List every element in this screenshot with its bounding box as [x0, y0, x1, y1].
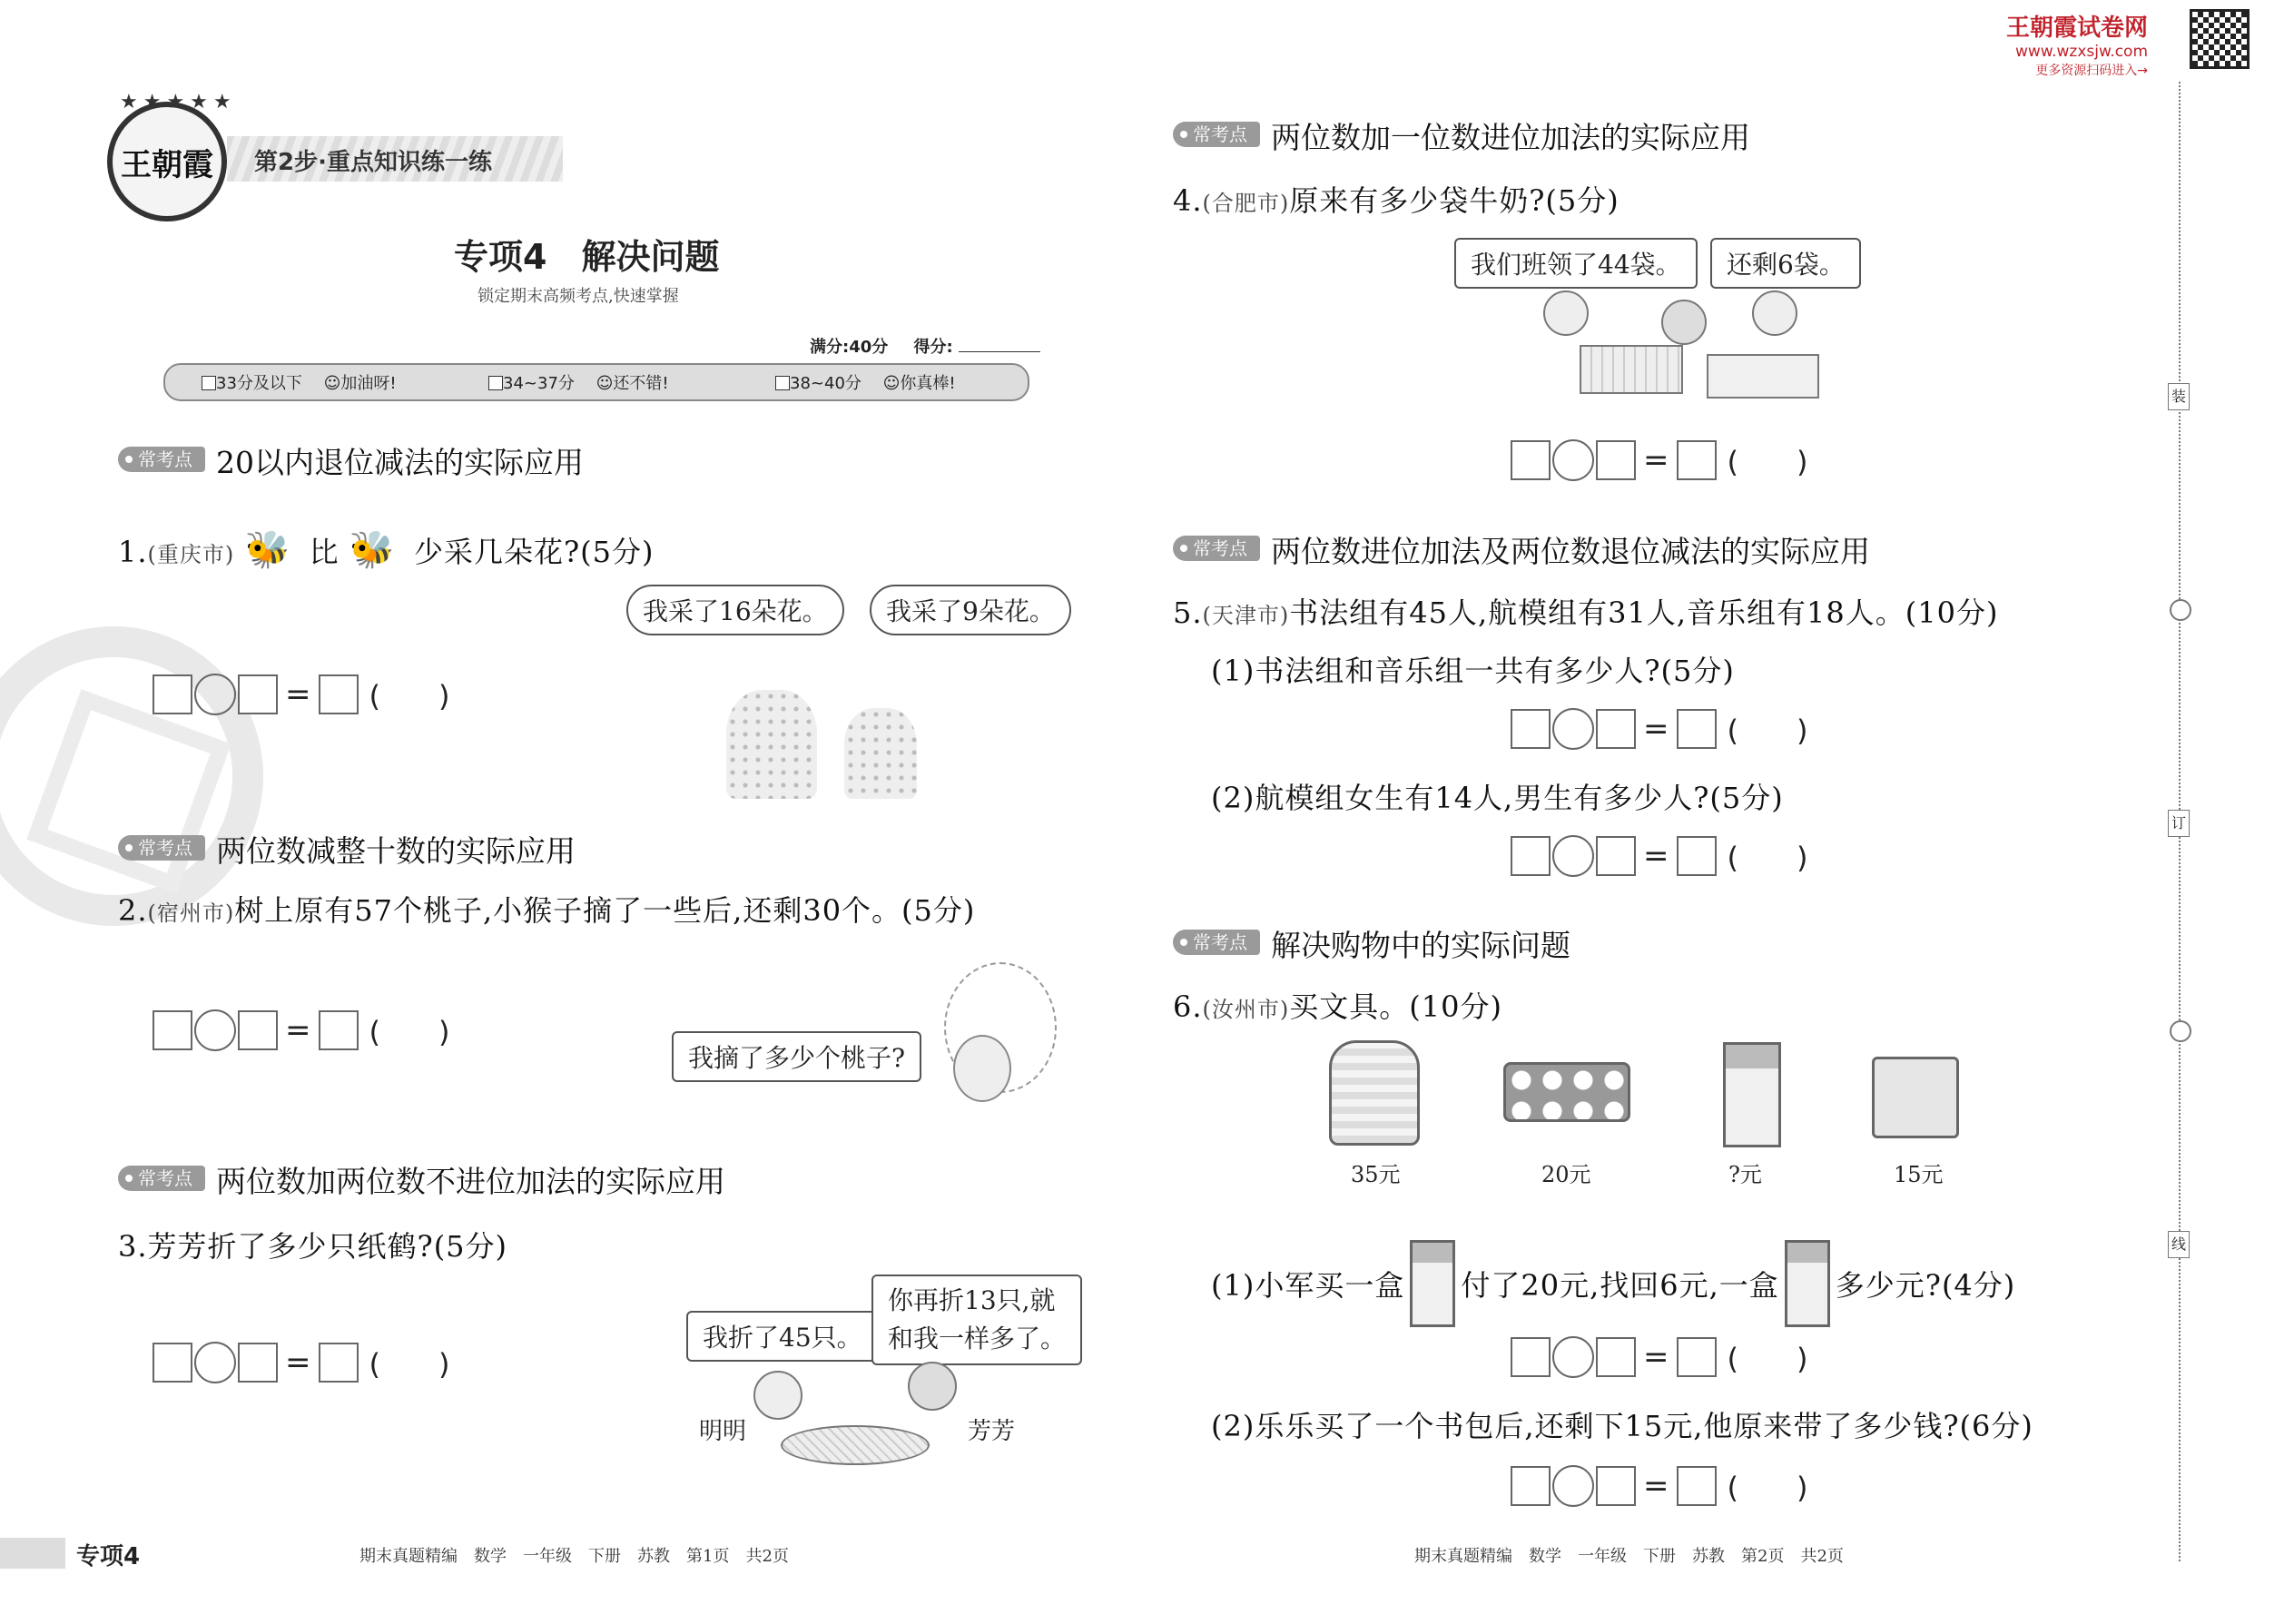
q-text-a: (1)小军买一盒: [1211, 1268, 1405, 1303]
answer-box[interactable]: [319, 1010, 359, 1050]
question-2: [118, 888, 975, 930]
unit-blank[interactable]: ( ): [1727, 714, 1808, 748]
equals-sign: =: [1643, 711, 1669, 747]
binding-mark-text: 订: [2171, 814, 2186, 832]
answer-box[interactable]: [238, 1010, 278, 1050]
answer-box[interactable]: [319, 674, 359, 714]
bee-icon: 🐝: [349, 529, 396, 571]
children-folding-cranes-illustration: [744, 1362, 962, 1480]
section-heading: 两位数加一位数进位加法的实际应用: [1271, 120, 1750, 155]
operator-circle[interactable]: [194, 674, 236, 715]
q-text: 树上原有57个桃子,小猴子摘了一些后,还剩30个。(5分): [234, 893, 976, 928]
key-point-tag: 常考点: [1173, 122, 1260, 147]
page-title: 专项4 解决问题: [454, 237, 720, 277]
answer-box[interactable]: [1596, 1466, 1636, 1506]
answer-box[interactable]: [319, 1343, 359, 1383]
answer-equation: [1511, 706, 1807, 752]
level-range: 33分及以下: [216, 374, 302, 393]
price-label: ?元: [1728, 1162, 1762, 1187]
section-heading: 两位数进位加法及两位数退位减法的实际应用: [1271, 534, 1870, 569]
operator-circle[interactable]: [1552, 708, 1594, 750]
level-comment: 还不错!: [613, 374, 669, 393]
speech-bubble: 我采了9朵花。: [870, 585, 1071, 635]
unit-blank[interactable]: ( ): [1727, 1342, 1808, 1376]
answer-box[interactable]: [1677, 1466, 1717, 1506]
marker-box-icon: [1410, 1240, 1455, 1327]
operator-circle[interactable]: [1552, 835, 1594, 877]
operator-circle[interactable]: [1552, 439, 1594, 481]
site-brand: [2006, 9, 2148, 79]
scissors-icon: [2170, 1020, 2191, 1042]
q-city: (宿州市): [147, 901, 235, 926]
marker-box-icon: [1785, 1240, 1830, 1327]
answer-equation: [153, 672, 449, 717]
monkey-tree-illustration: [926, 962, 1062, 1144]
binding-mark-text: 线: [2171, 1235, 2186, 1253]
equals-sign: =: [285, 1344, 311, 1381]
smile-icon: ☺: [323, 374, 341, 393]
q-city: (重庆市): [147, 542, 235, 567]
key-point-tag: 常考点: [1173, 536, 1260, 561]
question-3: 3.芳芳折了多少只纸鹤?(5分): [118, 1229, 508, 1264]
checkbox[interactable]: [775, 376, 790, 390]
answer-box[interactable]: [1511, 1466, 1551, 1506]
site-name: 王朝霞试卷网: [2006, 15, 2149, 42]
equals-sign: =: [1643, 1339, 1669, 1375]
speech-bubble: 我采了16朵花。: [626, 585, 844, 635]
backpack-icon: [1329, 1040, 1420, 1146]
section-heading: 解决购物中的实际问题: [1271, 928, 1570, 963]
step-banner: [227, 136, 563, 182]
site-url: www.wzxsjw.com: [2014, 43, 2149, 61]
price-label: 35元: [1351, 1162, 1401, 1187]
q-num: 5.: [1173, 595, 1203, 630]
unit-blank[interactable]: ( ): [369, 1347, 450, 1382]
scissors-icon: [2170, 599, 2191, 621]
footer-tab-bg: [0, 1538, 65, 1569]
key-point-tag: 常考点: [118, 447, 205, 472]
answer-box[interactable]: [1677, 1337, 1717, 1377]
answer-box[interactable]: [1677, 440, 1717, 480]
q-text-b: 付了20元,找回6元,一盒: [1461, 1268, 1779, 1303]
unit-blank[interactable]: ( ): [1727, 1471, 1808, 1505]
level-range: 34~37分: [503, 374, 575, 393]
q-city: (合肥市): [1202, 191, 1290, 216]
section-heading: 两位数减整十数的实际应用: [216, 833, 576, 869]
answer-equation: [1511, 1463, 1807, 1509]
site-hint: 更多资源扫码进入→: [2035, 64, 2149, 78]
unit-blank[interactable]: ( ): [1727, 841, 1808, 875]
equals-sign: =: [285, 676, 311, 713]
question-6: [1173, 984, 1502, 1026]
score-level-1: [165, 370, 452, 394]
level-range: 38~40分: [790, 374, 861, 393]
answer-box[interactable]: [238, 1343, 278, 1383]
speech-bubble: 我们班领了44袋。: [1454, 238, 1698, 289]
question-5-part-1: (1)书法组和音乐组一共有多少人?(5分): [1211, 654, 1735, 688]
binding-mark: [2168, 810, 2190, 837]
unit-blank[interactable]: ( ): [369, 1015, 450, 1049]
unit-blank[interactable]: ( ): [1727, 445, 1808, 479]
binding-mark-text: 装: [2171, 388, 2186, 405]
qr-code-icon[interactable]: [2190, 9, 2250, 69]
child-name: 明明: [699, 1418, 747, 1445]
operator-circle[interactable]: [194, 1342, 236, 1383]
answer-box[interactable]: [1511, 836, 1551, 876]
pencil-case-icon: [1503, 1062, 1630, 1122]
question-6-part-1: [1211, 1240, 2015, 1327]
speech-bubble: 我折了45只。: [686, 1311, 879, 1362]
unit-blank[interactable]: ( ): [369, 679, 450, 714]
price-label: 15元: [1894, 1162, 1944, 1187]
checkbox[interactable]: [202, 376, 216, 390]
price-label: 20元: [1541, 1162, 1591, 1187]
answer-box[interactable]: [1596, 709, 1636, 749]
footer-tab: 专项4: [76, 1543, 141, 1570]
bubble-line: 你再折13只,就: [888, 1285, 1056, 1315]
answer-box[interactable]: [238, 674, 278, 714]
logo-stars: ★★★★★: [120, 91, 237, 113]
q-num: 4.: [1173, 183, 1203, 218]
page-subtitle: 锁定期末高频考点,快速掌握: [478, 287, 679, 306]
bubble-line: 和我一样多了。: [888, 1324, 1067, 1353]
operator-circle[interactable]: [1552, 1336, 1594, 1378]
q-num: 2.: [118, 893, 148, 928]
q-text-c: 多少元?(4分): [1835, 1268, 2016, 1303]
q-text: 原来有多少袋牛奶?(5分): [1289, 183, 1620, 218]
logo-text: 王朝霞: [121, 147, 213, 183]
equals-sign: =: [1643, 442, 1669, 478]
key-point-tag: 常考点: [118, 835, 205, 861]
level-comment: 加油呀!: [340, 374, 397, 393]
binding-mark: [2168, 1231, 2190, 1258]
child-name: 芳芳: [968, 1418, 1016, 1445]
operator-circle[interactable]: [1552, 1465, 1594, 1507]
answer-box[interactable]: [1596, 1337, 1636, 1377]
marker-box-icon: [1723, 1042, 1781, 1147]
key-point-tag: 常考点: [118, 1166, 205, 1191]
answer-equation: [153, 1008, 449, 1053]
full-score-text: 满分:40分: [810, 338, 889, 357]
answer-box[interactable]: [153, 1343, 192, 1383]
question-5-part-2: (2)航模组女生有14人,男生有多少人?(5分): [1211, 781, 1784, 815]
smile-icon: ☺: [882, 374, 901, 393]
speech-bubble: [871, 1275, 1082, 1365]
smile-icon: ☺: [596, 374, 614, 393]
speech-bubble: 我摘了多少个桃子?: [672, 1031, 921, 1082]
score-levels-bar: [163, 363, 1029, 401]
score-blank[interactable]: [959, 351, 1040, 352]
answer-box[interactable]: [1677, 709, 1717, 749]
q-text: 书法组有45人,航模组有31人,音乐组有18人。(10分): [1289, 595, 1999, 630]
q-mid: 比: [309, 535, 340, 569]
question-4: [1173, 178, 1620, 220]
level-comment: 你真棒!: [900, 374, 956, 393]
question-5: [1173, 590, 1998, 632]
section-heading: 20以内退位减法的实际应用: [216, 445, 584, 480]
footer-text: 期末真题精编 数学 一年级 下册 苏教 第1页 共2页: [359, 1547, 789, 1566]
footer-text: 期末真题精编 数学 一年级 下册 苏教 第2页 共2页: [1414, 1547, 1844, 1566]
question-1: [118, 528, 654, 571]
answer-box[interactable]: [1677, 836, 1717, 876]
score-level-3: [739, 370, 1026, 394]
question-6-part-2: (2)乐乐买了一个书包后,还剩下15元,他原来带了多少钱?(6分): [1211, 1409, 2033, 1443]
answer-equation: [153, 1340, 449, 1385]
answer-box[interactable]: [1511, 440, 1551, 480]
equals-sign: =: [1643, 1468, 1669, 1504]
answer-box[interactable]: [1511, 709, 1551, 749]
equals-sign: =: [1643, 838, 1669, 874]
checkbox[interactable]: [488, 376, 503, 390]
score-label: 得分:: [913, 338, 953, 357]
speech-bubble: 还剩6袋。: [1710, 238, 1861, 289]
children-milk-illustration: [1534, 290, 1834, 408]
score-level-2: [452, 370, 739, 394]
q-end: 少采几朵花?(5分): [413, 535, 655, 569]
answer-equation: [1511, 438, 1807, 483]
operator-circle[interactable]: [194, 1009, 236, 1051]
answer-box[interactable]: [153, 674, 192, 714]
step-banner-text: 第2步·重点知识练一练: [254, 149, 492, 176]
pencil-sharpener-icon: [1872, 1057, 1959, 1138]
full-score: [810, 334, 1040, 358]
answer-box[interactable]: [1596, 836, 1636, 876]
answer-equation: [1511, 833, 1807, 879]
binding-mark: [2168, 383, 2190, 410]
q-num: 6.: [1173, 989, 1203, 1024]
answer-box[interactable]: [153, 1010, 192, 1050]
q-city: (天津市): [1202, 603, 1290, 628]
answer-equation: [1511, 1334, 1807, 1380]
q-text: 买文具。(10分): [1289, 989, 1502, 1024]
key-point-tag: 常考点: [1173, 930, 1260, 955]
section-heading: 两位数加两位数不进位加法的实际应用: [216, 1164, 725, 1199]
brand-logo: [107, 91, 237, 221]
q-city: (汝州市): [1202, 997, 1290, 1022]
q-num: 1.: [118, 535, 148, 569]
flowers-bees-illustration: [717, 654, 935, 799]
equals-sign: =: [285, 1012, 311, 1048]
answer-box[interactable]: [1596, 440, 1636, 480]
bee-icon: 🐝: [244, 529, 291, 571]
answer-box[interactable]: [1511, 1337, 1551, 1377]
